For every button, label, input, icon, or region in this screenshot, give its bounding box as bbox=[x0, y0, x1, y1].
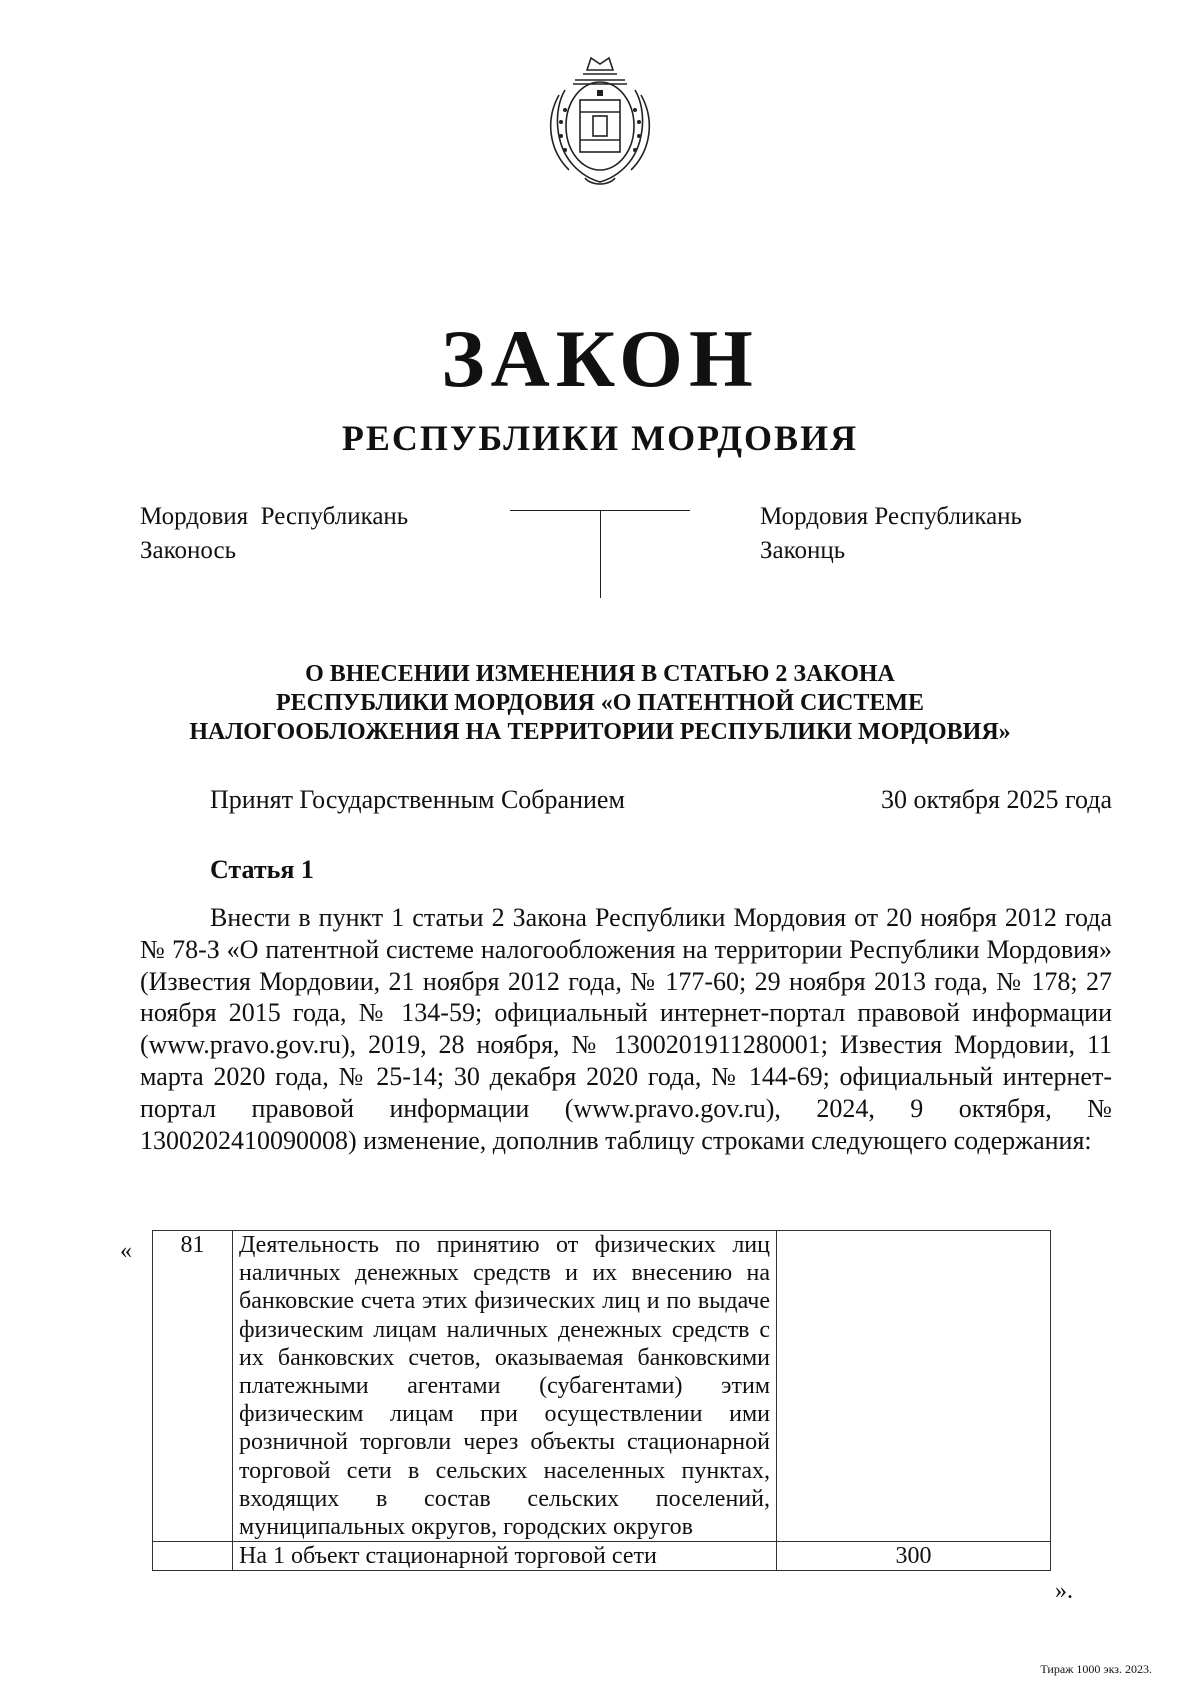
moksha-law-heading bbox=[140, 500, 408, 568]
law-title-line-3: НАЛОГООБЛОЖЕНИЯ НА ТЕРРИТОРИИ РЕСПУБЛИКИ МОРДОВИЯ» bbox=[189, 719, 1011, 745]
table-row bbox=[153, 1542, 1051, 1571]
document-title: ЗАКОН bbox=[441, 313, 759, 404]
moksha-law-heading-line-1: Мордовия Республикань bbox=[140, 503, 409, 530]
row-number-cell bbox=[153, 1542, 233, 1571]
article-text: Внести в пункт 1 статьи 2 Закона Республики Мордовия от 20 ноября 2012 года № 78-З «О патентной системе налогообложения на территории Республики Мордовия» (Известия Мордовии, 21 ноября 2012 года, № 177-60; 29 ноября 2013 года, № 178; 27 ноября 2015 года, № 134-59; официальный интернет-портал правовой информации (www.pravo.gov.ru), 2019, 28 ноября, № 1300201911280001; Известия Мордовии, 11 марта 2020 года, № 25-14; 30 декабря 2020 года, № 144-69; официальный интернет-портал правовой информации (www.pravo.gov.ru), 2024, 9 октября, № 1300202410090008) изменение, дополнив таблицу строками следующего содержания: bbox=[140, 903, 1112, 1155]
adopted-by: Принят Государственным Собранием bbox=[210, 785, 625, 814]
law-title-line-2: РЕСПУБЛИКИ МОРДОВИЯ «О ПАТЕНТНОЙ СИСТЕМЕ bbox=[275, 690, 925, 716]
table-row bbox=[153, 1231, 1051, 1542]
amount-cell: 300 bbox=[777, 1542, 1051, 1571]
table-close-quote: ». bbox=[1055, 1578, 1073, 1604]
adoption-date: 30 октября 2025 года bbox=[881, 785, 1112, 814]
circulation-note: Тираж 1000 экз. 2023. bbox=[1040, 1662, 1152, 1676]
document-subtitle: РЕСПУБЛИКИ МОРДОВИЯ bbox=[341, 418, 859, 458]
row-number-cell: 81 bbox=[153, 1231, 233, 1542]
erzya-law-heading-line-1: Мордовия Республикань bbox=[760, 503, 1022, 530]
erzya-law-heading-line-2: Законць bbox=[760, 537, 846, 564]
amount-cell bbox=[777, 1231, 1051, 1542]
heading-divider-vertical bbox=[600, 510, 601, 598]
activity-description-cell: На 1 объект стационарной торговой сети bbox=[233, 1542, 777, 1571]
article-heading: Статья 1 bbox=[210, 855, 314, 884]
coat-of-arms-emblem bbox=[535, 50, 665, 190]
activity-description-cell: Деятельность по принятию от физических лиц наличных денежных средств и их внесению на банковские счета этих физических лиц и по выдаче физическим лицам наличных денежных средств с их банковских счетов, оказываемая банковскими платежными агентами (субагентами) этим физическим лицам при осуществлении ими розничной торговли через объекты стационарной торговой сети в сельских населенных пунктах, входящих в состав сельских поселений, муниципальных округов, городских округов bbox=[233, 1231, 777, 1542]
law-title bbox=[0, 660, 1200, 747]
emblem-graphic bbox=[535, 50, 665, 190]
moksha-law-heading-line-2: Законось bbox=[140, 537, 236, 564]
law-title-line-1: О ВНЕСЕНИИ ИЗМЕНЕНИЯ В СТАТЬЮ 2 ЗАКОНА bbox=[305, 661, 895, 687]
table-open-quote: « bbox=[120, 1238, 132, 1264]
erzya-law-heading bbox=[760, 500, 1022, 568]
amendment-table bbox=[152, 1230, 1051, 1571]
